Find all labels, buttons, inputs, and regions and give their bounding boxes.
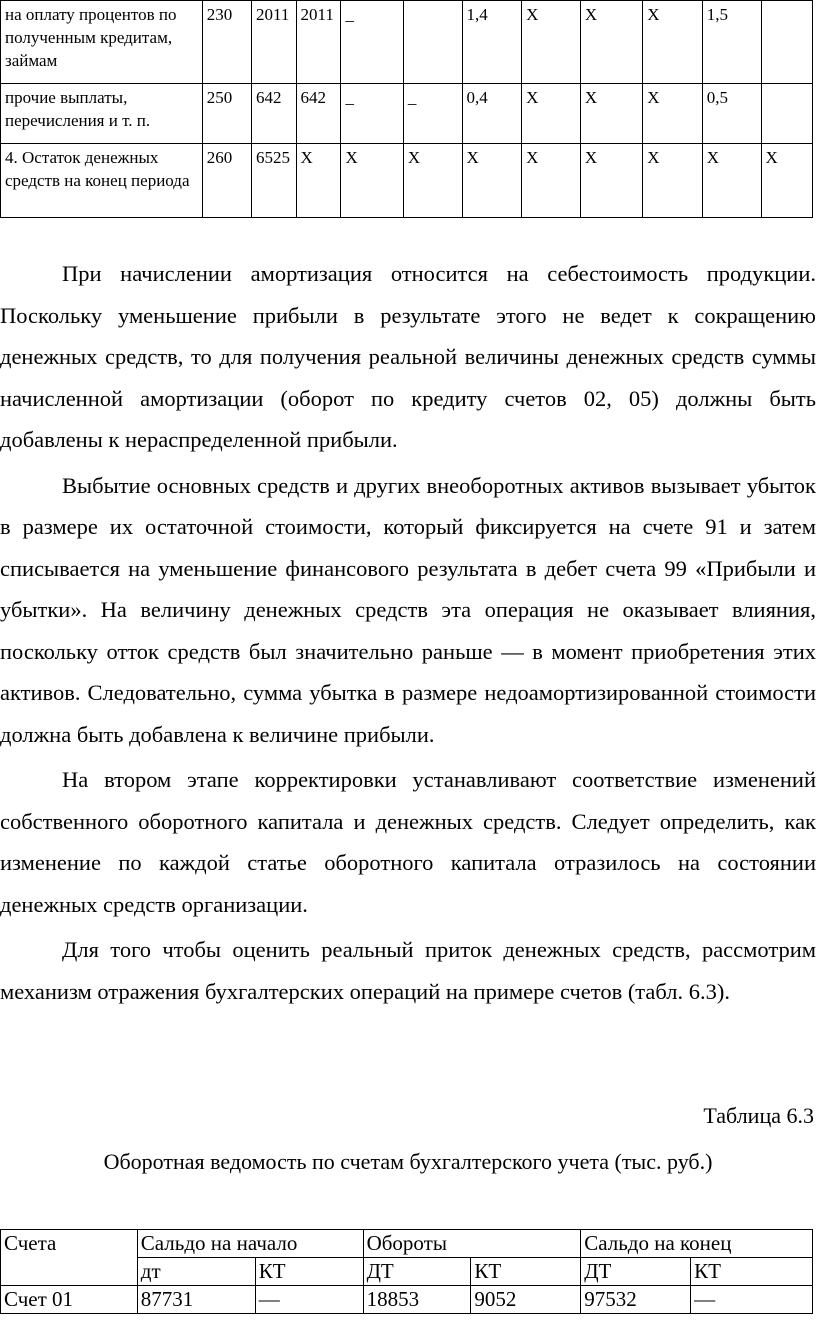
row-code: 230 (202, 1, 251, 84)
table-title: Оборотная ведомость по счетам бухгалтерского учета (тыс. руб.) (103, 1149, 713, 1174)
table-header-row (1, 1230, 813, 1258)
table-cell: 642 (251, 84, 296, 144)
table-cell: 97532 (581, 1286, 691, 1314)
table-row (1, 144, 813, 218)
table-cell: 9052 (471, 1286, 581, 1314)
table-cell: 87731 (137, 1286, 255, 1314)
table-cell: Х (296, 144, 341, 218)
table-cell: Х (643, 144, 703, 218)
paragraph: На втором этапе корректировки устанавливают соответствие изменений собственного оборотного капитала и денежных средств. Следует определить, как изменение по каждой статье оборотного капитала отразилось на состоянии денежных средств организации. (0, 767, 816, 917)
table-cell: Х (580, 1, 642, 84)
body-text (0, 253, 816, 1016)
table-cell: 6525 (251, 144, 296, 218)
table-cell: 0,4 (462, 84, 522, 144)
table-row (1, 1, 813, 84)
table-cell: — (691, 1286, 813, 1314)
table-cell: _ (403, 84, 462, 144)
table-cell: Х (462, 144, 522, 218)
paragraph: Для того чтобы оценить реальный приток денежных средств, рассмотрим механизм отражения бухгалтерских операций на примере счетов (табл. 6.3). (0, 937, 816, 1004)
subheader-debit: дт (137, 1258, 255, 1286)
header-turnover: Обороты (363, 1230, 581, 1258)
paragraph: Выбытие основных средств и других внеоборотных активов вызывает убыток в размере их остаточной стоимости, который фиксируется на счете 91 и затем списывается на уменьшение финансового результата в дебет счета 99 «Прибыли и убытки». На величину денежных средств эта операция не оказывает влияния, поскольку отток средств был значительно раньше — в момент приобретения этих активов. Следовательно, сумма убытка в размере недоамортизированной стоимости должна быть добавлена к величине прибыли. (0, 472, 816, 747)
subheader-credit: КТ (691, 1258, 813, 1286)
table-cell: 2011 (296, 1, 341, 84)
subheader-debit: ДТ (363, 1258, 471, 1286)
header-closing-balance: Сальдо на конец (581, 1230, 813, 1258)
table-number: Таблица 6.3 (703, 1103, 814, 1128)
table-cell (403, 1, 462, 84)
table-cell: 642 (296, 84, 341, 144)
table-cell: 2011 (251, 1, 296, 84)
table-cell: — (255, 1286, 363, 1314)
table-cell: Х (522, 1, 581, 84)
table-cell: Х (580, 144, 642, 218)
account-name: Счет 01 (1, 1286, 138, 1314)
table-cell (761, 84, 812, 144)
table-cell: _ (341, 1, 403, 84)
table-cell: Х (341, 144, 403, 218)
header-accounts: Счета (1, 1230, 138, 1286)
row-label: прочие выплаты, перечисления и т. п. (1, 84, 203, 144)
table-cell: Х (702, 144, 761, 218)
turnover-sheet-table (0, 1229, 813, 1314)
table-cell: Х (522, 84, 581, 144)
table-cell: Х (522, 144, 581, 218)
subheader-credit: КТ (471, 1258, 581, 1286)
table-cell: Х (580, 84, 642, 144)
subheader-debit: ДТ (581, 1258, 691, 1286)
row-label: 4. Остаток денежных средств на конец периода (1, 144, 203, 218)
table-cell: 1,4 (462, 1, 522, 84)
table-cell: 18853 (363, 1286, 471, 1314)
table-row (1, 84, 813, 144)
table-cell: Х (643, 84, 703, 144)
table-cell (761, 1, 812, 84)
table-row (1, 1286, 813, 1314)
table-cell: _ (341, 84, 403, 144)
subheader-credit: КТ (255, 1258, 363, 1286)
table-cell: 0,5 (702, 84, 761, 144)
table-cell: Х (643, 1, 703, 84)
row-code: 250 (202, 84, 251, 144)
paragraph: При начислении амортизация относится на себестоимость продукции. Поскольку уменьшение прибыли в результате этого не ведет к сокращению денежных средств, то для получения реальной величины денежных средств суммы начисленной амортизации (оборот по кредиту счетов 02, 05) должны быть добавлены к нераспределенной прибыли. (0, 261, 816, 452)
row-code: 260 (202, 144, 251, 218)
table-cell: Х (403, 144, 462, 218)
row-label: на оплату процентов по полученным кредитам, займам (1, 1, 203, 84)
table-cell: 1,5 (702, 1, 761, 84)
table-cell: Х (761, 144, 812, 218)
cash-flow-table (0, 0, 813, 218)
header-opening-balance: Сальдо на начало (137, 1230, 363, 1258)
